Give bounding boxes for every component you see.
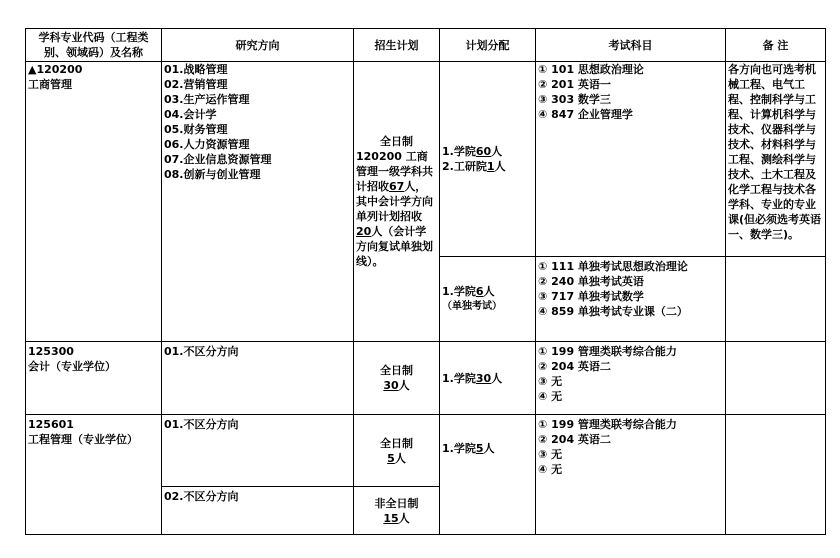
exam-item: ② 204 英语二: [538, 433, 611, 446]
allocation-line: 1.学院60人: [442, 145, 503, 158]
plan-mode: 全日制: [380, 364, 413, 377]
header-remark: 备 注: [726, 29, 826, 62]
plan-cell: [354, 415, 440, 487]
plan-cell: [354, 62, 440, 342]
allocation-cell: 1.学院30人: [440, 342, 536, 415]
exam-item: ③ 303 数学三: [538, 93, 611, 106]
allocation-cell: 1.学院5人: [440, 415, 536, 535]
program-name: 工程管理（专业学位）: [28, 433, 138, 446]
list-item: 08.创新与创业管理: [164, 168, 261, 181]
remark-cell: 各方向也可选考机械工程、电气工程、控制科学与工程、计算机科学与技术、仪器科学与技术、材料科学与工程、测绘科学与技术、土木工程及化学工程与技术各学科、专业的专业课(但必须选考英语一、数学三)。: [726, 62, 826, 257]
plan-cell: [354, 487, 440, 535]
list-item: 05.财务管理: [164, 123, 228, 136]
list-item: 07.企业信息资源管理: [164, 153, 272, 166]
list-item: 03.生产运作管理: [164, 93, 250, 106]
remark-cell-empty: [726, 257, 826, 342]
exam-item: ③ 717 单独考试数学: [538, 290, 644, 303]
exam-cell: [536, 415, 726, 535]
header-direction: 研究方向: [162, 29, 354, 62]
program-code: 125300: [28, 345, 74, 358]
allocation-line: 1.学院6人: [442, 285, 495, 298]
header-exam: 考试科目: [536, 29, 726, 62]
plan-total: 67: [389, 180, 405, 193]
admissions-table: [25, 28, 826, 535]
exam-item: ③ 无: [538, 375, 563, 388]
remark-cell-empty: [726, 415, 826, 535]
program-name: 工商管理: [28, 78, 72, 91]
exam-item: ① 199 管理类联考综合能力: [538, 345, 677, 358]
program-code-cell: [26, 415, 162, 535]
exam-item: ② 204 英语二: [538, 360, 611, 373]
plan-mode: 全日制: [380, 436, 413, 450]
table-row: [26, 415, 826, 487]
exam-item: ① 101 思想政治理论: [538, 63, 644, 76]
list-item: 02.营销管理: [164, 78, 228, 91]
exam-cell: [536, 62, 726, 257]
allocation-cell: [440, 257, 536, 342]
exam-item: ④ 无: [538, 463, 563, 476]
program-code: ▲120200: [28, 63, 83, 76]
plan-count: 15人: [383, 511, 410, 525]
header-plan: 招生计划: [354, 29, 440, 62]
plan-mode: 全日制: [380, 135, 413, 148]
header-row: [26, 29, 826, 62]
direction-cell: 01.不区分方向: [162, 342, 354, 415]
plan-cell: [354, 342, 440, 415]
direction-list: [162, 62, 354, 342]
list-item: 01.战略管理: [164, 63, 228, 76]
program-code: 125601: [28, 418, 74, 431]
header-code-name: 学科专业代码（工程类别、领域码）及名称: [26, 29, 162, 62]
exam-item: ③ 无: [538, 448, 563, 461]
table-row: [26, 342, 826, 415]
allocation-sub: （单独考试）: [442, 301, 502, 312]
plan-acct: 20: [356, 225, 372, 238]
exam-item: ④ 847 企业管理学: [538, 108, 633, 121]
remark-cell-empty: [726, 342, 826, 415]
exam-item: ② 240 单独考试英语: [538, 275, 644, 288]
exam-cell: [536, 257, 726, 342]
program-code-cell: [26, 62, 162, 342]
exam-item: ① 111 单独考试思想政治理论: [538, 260, 688, 273]
allocation-line: 2.工研院1人: [442, 160, 506, 173]
program-name: 会计（专业学位）: [28, 360, 116, 373]
header-allocation: 计划分配: [440, 29, 536, 62]
plan-mode: 非全日制: [374, 496, 419, 510]
exam-item: ② 201 英语一: [538, 78, 611, 91]
table-row: [26, 62, 826, 257]
exam-item: ① 199 管理类联考综合能力: [538, 418, 677, 431]
exam-item: ④ 859 单独考试专业课（二）: [538, 305, 688, 318]
allocation-cell: [440, 62, 536, 257]
plan-count: 30人: [383, 379, 410, 392]
direction-cell: 02.不区分方向: [162, 487, 354, 535]
exam-cell: [536, 342, 726, 415]
exam-item: ④ 无: [538, 390, 563, 403]
direction-cell: 01.不区分方向: [162, 415, 354, 487]
plan-description: 120200 工商管理一级学科共计招收67人，其中会计学方向单列计划招收20人（会计学方向复试单独划线）。: [356, 150, 433, 268]
program-code-cell: [26, 342, 162, 415]
list-item: 06.人力资源管理: [164, 138, 250, 151]
plan-count: 5人: [387, 451, 406, 465]
list-item: 04.会计学: [164, 108, 217, 121]
